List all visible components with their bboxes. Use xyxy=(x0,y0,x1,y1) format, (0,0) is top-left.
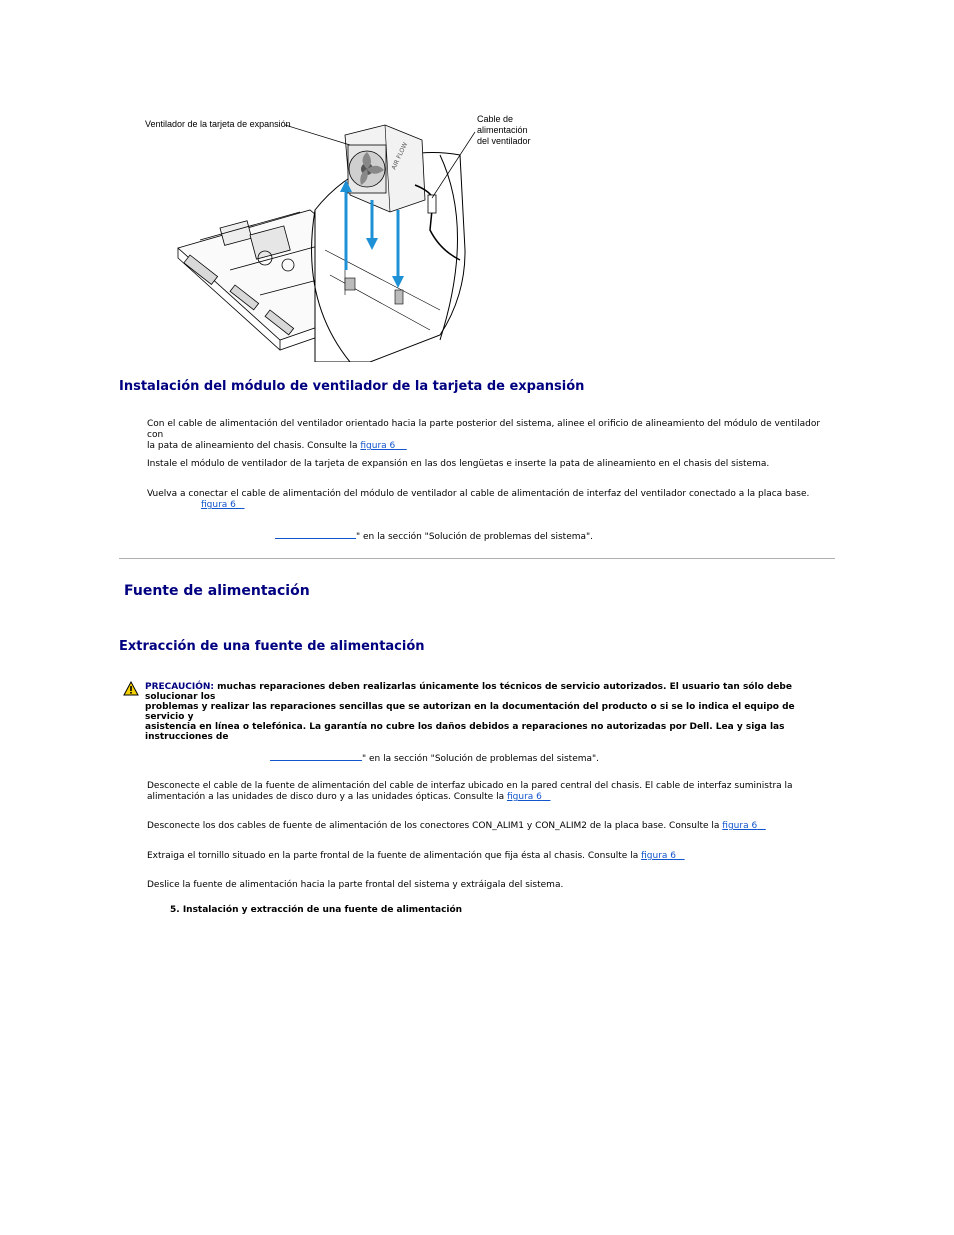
figure-caption: 5. Instalación y extracción de una fuente de alimentación xyxy=(170,905,463,915)
install-step-4 xyxy=(275,529,835,543)
install-step-3-line1: Vuelva a conectar el cable de alimentación del módulo de ventilador al cable de alimentación de interfaz del ventilador conectado a la placa base. xyxy=(147,489,810,499)
remove-step-2 xyxy=(147,821,837,832)
install-step-1 xyxy=(147,419,837,452)
install-step-4-text: " en la sección "Solución de problemas del sistema". xyxy=(356,532,594,542)
section-divider xyxy=(119,558,835,559)
cable-label-line2: alimentación xyxy=(477,125,528,135)
section-title-power-supply: Fuente de alimentación xyxy=(124,583,310,599)
caution-line3: asistencia en línea o telefónica. La garantía no cubre los daños debidos a reparaciones no autorizadas por Dell. Lea y siga las instrucciones de xyxy=(145,722,785,742)
fan-label: Ventilador de la tarjeta de expansión xyxy=(145,119,291,129)
caution-line2: problemas y realizar las reparaciones sencillas que se autorizan en la documentación del producto o si se lo indica el equipo de servicio y xyxy=(145,702,795,722)
troubleshooting-link[interactable] xyxy=(275,529,356,539)
figure-link[interactable]: figura 6 xyxy=(641,851,676,861)
remove-step-1 xyxy=(147,781,837,803)
install-step-1-line2: la pata de alineamiento del chasis. Consulte la xyxy=(147,441,358,451)
cable-label-line1: Cable de xyxy=(477,114,514,124)
remove-step-2-text: Desconecte los dos cables de fuente de alimentación de los conectores CON_ALIM1 y CON_ALIM2 de la placa base. Consulte la xyxy=(147,821,720,831)
fan-module-illustration xyxy=(140,100,540,362)
remove-step-4: Deslice la fuente de alimentación hacia la parte frontal del sistema y extráigala del sistema. xyxy=(147,880,564,890)
cable-label xyxy=(477,114,531,147)
remove-step-3 xyxy=(147,851,837,862)
subsection-title-remove-psu: Extracción de una fuente de alimentación xyxy=(119,639,425,654)
caution-tag: PRECAUCIÓN: xyxy=(145,682,215,692)
remove-step-1-line2: alimentación a las unidades de disco duro y a las unidades ópticas. Consulte la xyxy=(147,792,505,802)
airflow-label: AIR FLOW xyxy=(390,141,410,171)
install-step-1-line1: Con el cable de alimentación del ventilador orientado hacia la parte posterior del sistema, alinee el orificio de alineamiento del módulo de ventilador con xyxy=(147,419,821,440)
psu-reference-text: " en la sección "Solución de problemas del sistema". xyxy=(362,754,600,764)
install-step-3 xyxy=(147,489,837,511)
figure-link[interactable]: figura 6 xyxy=(722,821,758,831)
remove-step-1-line1: Desconecte el cable de la fuente de alimentación del cable de interfaz ubicado en la pared central del chasis. El cable de interfaz suministra la xyxy=(147,781,793,791)
figure-link[interactable]: figura 6 xyxy=(201,500,236,510)
section-title-install-fan: Instalación del módulo de ventilador de la tarjeta de expansión xyxy=(119,379,585,394)
figure-link[interactable]: figura 6 xyxy=(360,441,396,451)
caution-note xyxy=(145,682,825,742)
psu-reference xyxy=(270,751,830,765)
warning-icon xyxy=(123,681,139,696)
figure-link[interactable]: figura 6 xyxy=(506,792,542,802)
caution-line1: muchas reparaciones deben realizarlas únicamente los técnicos de servicio autorizados. El usuario tan sólo debe solucionar los xyxy=(145,682,792,702)
troubleshooting-link[interactable] xyxy=(270,751,362,761)
remove-step-3-text: Extraiga el tornillo situado en la parte frontal de la fuente de alimentación que fija ésta al chasis. Consulte la xyxy=(147,851,639,861)
cable-label-line3: del ventilador xyxy=(477,136,531,146)
install-step-2: Instale el módulo de ventilador de la tarjeta de expansión en las dos lengüetas e inserte la pata de alineamiento en el chasis del sistema. xyxy=(147,459,770,469)
